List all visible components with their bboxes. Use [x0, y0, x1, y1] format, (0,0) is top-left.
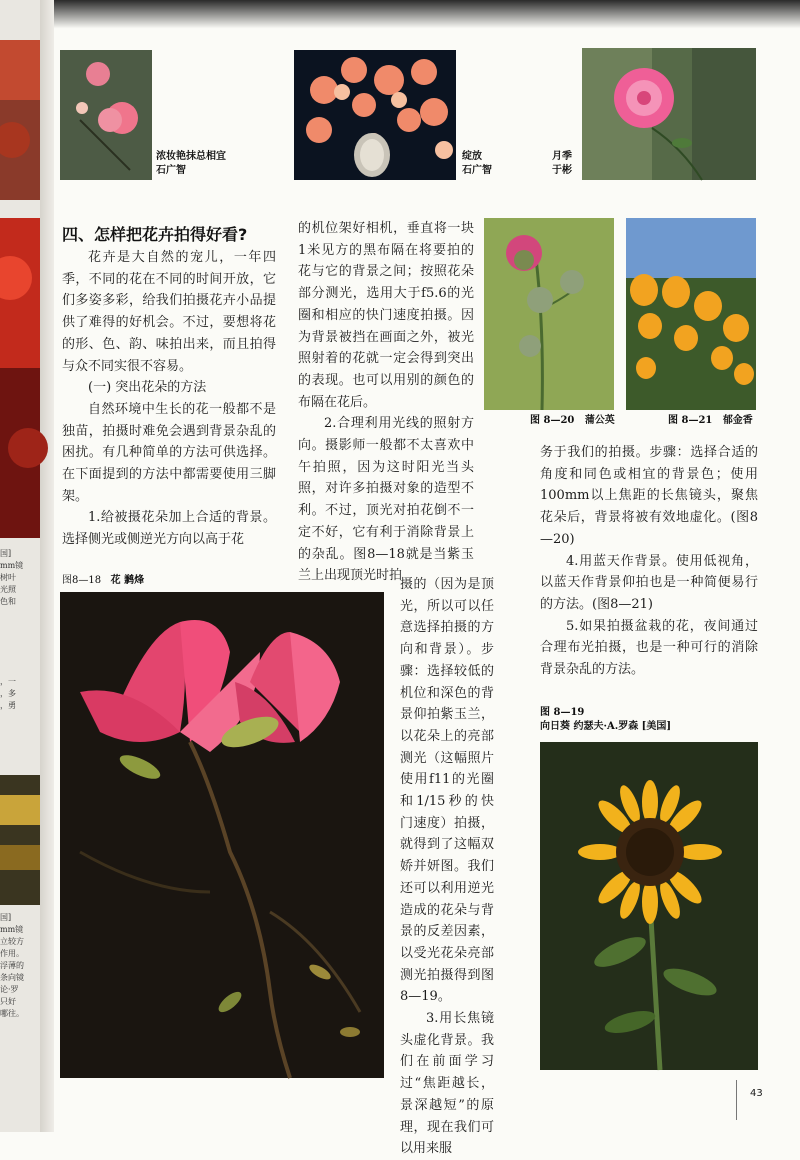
- photo-pink-flowers-1: [60, 50, 152, 180]
- text-column-3: [400, 574, 494, 1160]
- paragraph: 2.合理利用光线的照射方向。摄影师一般都不太喜欢中午拍照，因为这时阳光当头照，对许多拍摄对象的造型不利。不过，顶光对拍花倒不一定不好，它有利于消除背景上的杂乱。图8—18就是当紫玉兰上出现顶光时拍: [298, 416, 474, 584]
- photo-rose: [582, 48, 756, 180]
- prev-page-photo-red: [0, 218, 40, 538]
- paragraph: 务于我们的拍摄。步骤：选择合适的角度和同色或相宜的背景色；使用100mm以上焦距的长焦镜头，聚焦花朵后，背景将被有效地虚化。(图8—20): [540, 445, 758, 547]
- prev-page-caption-1: 国] mm镜 树叶 光照 色和: [0, 549, 24, 606]
- caption-author: 石广智: [462, 165, 492, 176]
- caption-title: 浓妆艳抹总相宜: [156, 151, 226, 162]
- book-gutter: [40, 0, 54, 1132]
- caption-photo-1: [156, 150, 226, 178]
- page-number-rule: [736, 1080, 737, 1120]
- text-column-2: [298, 218, 474, 587]
- caption-title: 月季: [552, 151, 572, 162]
- paragraph: 摄的（因为是顶光，所以可以任意选择拍摄的方向和背景）。步骤：选择较低的机位和深色的背景仰拍紫玉兰，以花朵上的亮部测光（这幅照片使用f11的光圈和1/15秒的快门速度）拍摄，就得到了这幅双娇并妍图。我们还可以利用逆光造成的花朵与背景的反差因素，以受光花朵亮部测光拍摄得到图8—19。: [400, 577, 494, 1005]
- prev-page-photo-bottom: [0, 775, 40, 905]
- figure-label: 图8—18: [62, 575, 102, 586]
- previous-page-edge: [0, 0, 54, 1132]
- scan-top-shadow: [54, 0, 800, 30]
- photo-blooming-pot: [294, 50, 456, 180]
- figure-title: 蒲公英: [584, 415, 615, 426]
- figure-title: 郁金香: [722, 415, 753, 426]
- prev-page-photo-top: [0, 40, 40, 200]
- paragraph: 4.用蓝天作背景。使用低视角，以蓝天作背景仰拍也是一种简便易行的方法。(图8—21): [540, 553, 758, 612]
- figure-label: 图 8—19: [540, 707, 585, 718]
- text-column-1: [62, 247, 276, 551]
- caption-photo-3: [552, 150, 572, 178]
- figure-8-19-sunflower-photo: [540, 742, 758, 1070]
- subheading: (一) 突出花朵的方法: [88, 380, 207, 396]
- figure-8-21-caption: [668, 414, 753, 428]
- caption-title: 绽放: [462, 151, 482, 162]
- paragraph: 3.用长焦镜头虚化背景。我们在前面学习过“焦距越长，景深越短”的原理，现在我们可以用来服: [400, 1011, 494, 1157]
- figure-label: 图 8—20: [530, 415, 575, 426]
- prev-page-caption-2: 国] mm镜 立较方 作用。 浮薄的 条向镜 论·罗 只好 哪往。: [0, 913, 24, 1018]
- figure-title: 花 鹣烽: [110, 575, 145, 586]
- caption-photo-2: [462, 150, 492, 178]
- text-column-4: [540, 442, 758, 681]
- figure-8-21-tulip-photo: [626, 218, 756, 410]
- figure-8-18-magnolia-photo: [60, 592, 384, 1078]
- page-number: 43: [750, 1088, 763, 1099]
- paragraph: 1.给被摄花朵加上合适的背景。选择侧光或侧逆光方向以高于花: [62, 510, 276, 548]
- caption-author: 石广智: [156, 165, 186, 176]
- paragraph: 的机位架好相机，垂直将一块1米见方的黑布隔在将要拍的花与它的背景之间；按照花朵部分测光，选用大于f5.6的光圈和相应的快门速度拍摄。因为背景被挡在画面之外，被光照射着的花就一定会得到突出的表现。也可以用别的颜色的布隔在花后。: [298, 221, 474, 410]
- section-heading: 四、怎样把花卉拍得好看?: [62, 225, 248, 244]
- figure-8-19-caption: [540, 706, 671, 734]
- figure-8-20-caption: [530, 414, 615, 428]
- figure-title: 向日葵 约瑟夫·A.罗森 [美国]: [540, 721, 672, 732]
- paragraph: 5.如果拍摄盆栽的花，夜间通过合理布光拍摄，也是一种可行的消除背景杂乱的方法。: [540, 618, 758, 678]
- paragraph: 自然环境中生长的花一般都不是独苗，拍摄时难免会遇到背景杂乱的困扰。有几种简单的方法可供选择。在下面提到的方法中都需要使用三脚架。: [62, 401, 276, 504]
- prev-page-text-fragment: ，一 ，多 ，勇: [0, 677, 16, 710]
- figure-8-18-caption: [62, 574, 144, 588]
- caption-author: 于彬: [552, 165, 572, 176]
- figure-8-20-thistle-photo: [484, 218, 614, 410]
- figure-label: 图 8—21: [668, 415, 713, 426]
- paragraph: 花卉是大自然的宠儿，一年四季，不同的花在不同的时间开放，它们多姿多彩，给我们拍摄花卉小品提供了难得的好机会。不过，要想将花的形、色、韵、味拍出来，而且拍得与众不同实很不容易。: [62, 250, 276, 374]
